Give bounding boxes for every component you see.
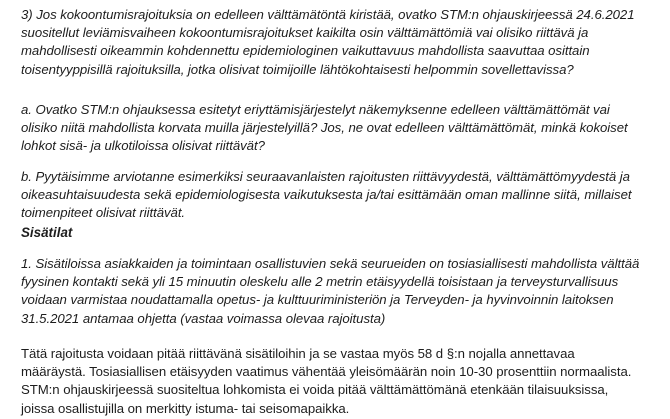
text-line: fyysinen kontakti sekä yli 15 minuutin oleskelu alle 2 metrin etäisyydellä toisistaan ja terveysturvallisuus [21,274,619,290]
text-line: oikeasuhtaisuudesta sekä epidemiologisesta vaikutuksesta ja/tai esittämään oman mallinne siitä, millaiset [21,187,632,203]
text-line: 31.5.2021 antamaa ohjetta (vastaa voimassa olevaa rajoitusta) [21,310,386,326]
text-line: lohkot sisä- ja ulkotiloissa olisivat riittävät? [21,138,265,154]
text-line: a. Ovatko STM:n ohjauksessa esitetyt eriyttämisjärjestelyt näkemyksenne edelleen välttämättömät vai [21,102,610,117]
text-line: mahdollisesti oikeammin kohdennettu epidemiologinen vaikuttavuus mahdollista saavuttaa osittain [21,43,590,59]
question-a-paragraph [21,101,628,156]
text-line: 1. Sisätiloissa asiakkaiden ja toimintaan osallistuvien sekä seurueiden on tosiasiallisesti mahdollista välttää [21,256,640,271]
text-line: voidaan varmistaa noudattamalla opetus- ja kulttuuriministeriön ja Terveyden- ja hyvinvoinnin laitoksen [21,292,614,308]
text-line: joissa osallistujilla on merkitty istuma- tai seisomapaikka. [21,400,350,416]
text-line: Tätä rajoitusta voidaan pitää riittävänä sisätiloihin ja se vastaa myös 58 d §:n nojalla annettavaa [21,346,575,361]
text-line: toimenpiteet olisivat riittävät. [21,205,186,221]
text-line: 3) Jos kokoontumisrajoituksia on edelleen välttämätöntä kiristää, ovatko STM:n ohjauskirjeessä 24.6.2021 [21,7,635,22]
answer-paragraph [21,345,631,418]
text-line: suositellut leviämisvaiheen kokoontumisrajoitukset kaikilta osin välttämättömiä vai olisiko riittävä ja [21,25,589,41]
text-line: toisentyyppisillä rajoituksilla, jotka olisivat toimijoille lähtökohtaisesti helpommin sovellettavissa? [21,61,574,77]
text-line: olisiko niitä mahdollista korvata muilla järjestelyillä? Jos, ne ovat edelleen välttämättömät, minkä kokoiset [21,120,628,136]
question-b-paragraph [21,168,632,223]
section-heading-sisatilat: Sisätilat [21,225,73,240]
item-1-paragraph [21,255,639,328]
text-line: määräystä. Tosiasiallisen etäisyyden vaatimus vähentää yleisömäärän noin 10-30 prosenttiin normaalista. [21,364,632,380]
text-line: STM:n ohjauskirjeessä suositeltua lohkomista ei voida pitää välttämättömänä etenkään tilaisuuksissa, [21,382,609,398]
question-3-paragraph [21,6,634,79]
text-line: b. Pyytäisimme arviotanne esimerkiksi seuraavanlaisten rajoitusten riittävyydestä, välttämättömyydestä ja [21,169,630,184]
